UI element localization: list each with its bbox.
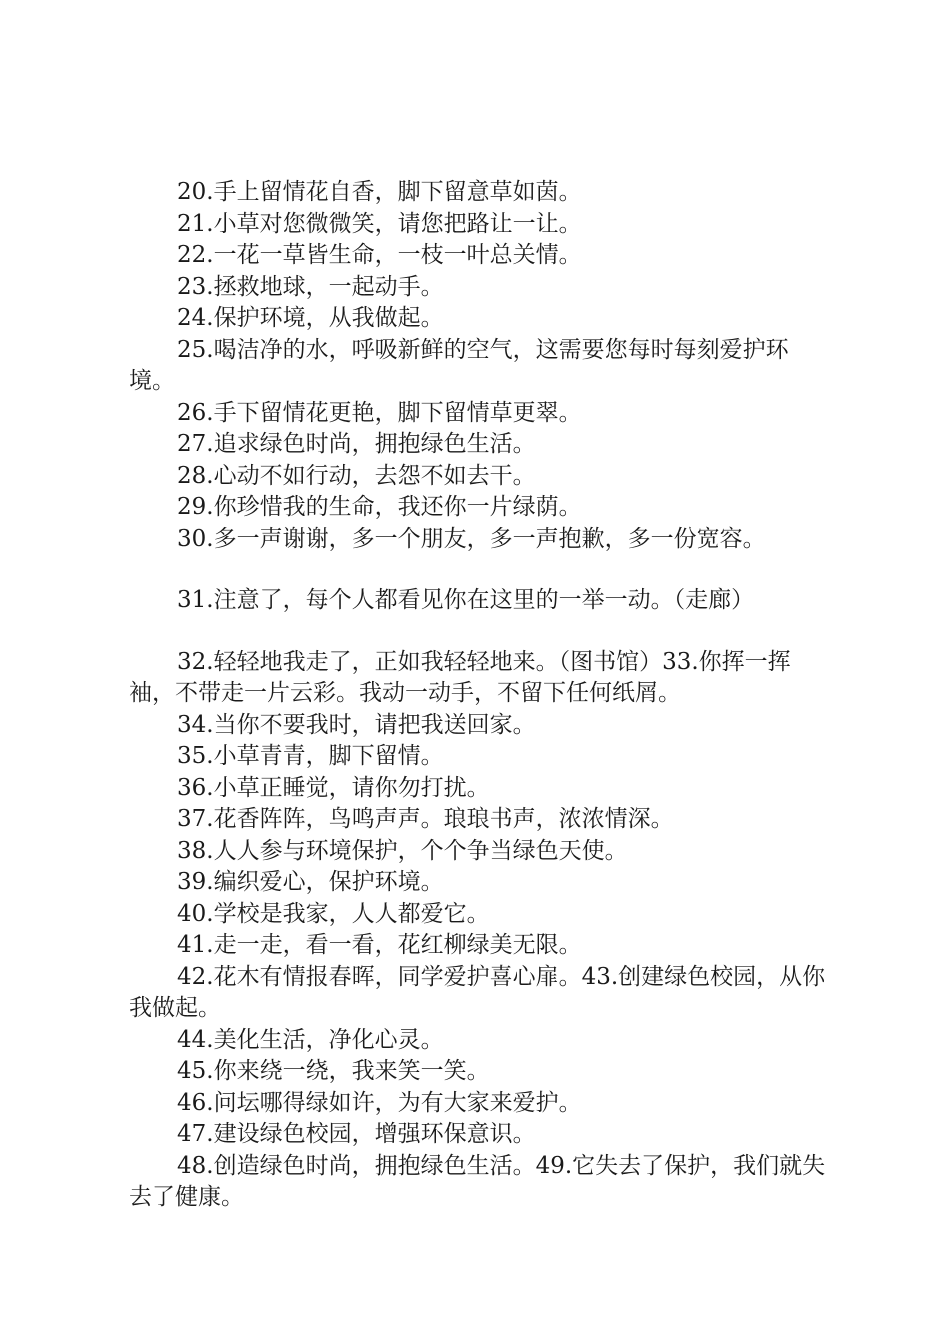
slogan-line: 21.小草对您微微笑，请您把路让一让。 [177, 210, 582, 237]
slogan-line: 23.拯救地球，一起动手。 [177, 273, 444, 300]
slogan-line: 45.你来绕一绕，我来笑一笑。 [177, 1058, 490, 1084]
slogan-line: 47.建设绿色校园，增强环保意识。 [177, 1121, 536, 1147]
slogan-line: 41.走一走，看一看，花红柳绿美无限。 [177, 932, 582, 958]
slogan-line: 46.问坛哪得绿如许，为有大家来爱护。 [177, 1089, 582, 1116]
slogan-line: 27.追求绿色时尚，拥抱绿色生活。 [177, 431, 536, 457]
slogan-line: 39.编织爱心，保护环境。 [177, 869, 444, 895]
slogan-line: 48.创造绿色时尚，拥抱绿色生活。49.它失去了保护，我们就失去了健康。 [129, 1152, 826, 1210]
slogan-line: 22.一花一草皆生命，一枝一叶总关情。 [177, 242, 582, 268]
slogan-line: 29.你珍惜我的生命，我还你一片绿荫。 [177, 494, 582, 520]
slogan-line: 20.手上留情花自香，脚下留意草如茵。 [177, 179, 582, 205]
slogan-line: 31.注意了，每个人都看见你在这里的一举一动。（走廊） [177, 587, 755, 613]
slogan-line: 24.保护环境，从我做起。 [177, 305, 444, 331]
slogan-line: 25.喝洁净的水，呼吸新鲜的空气，这需要您每时每刻爱护环境。 [129, 336, 789, 394]
slogan-line: 37.花香阵阵，鸟鸣声声。琅琅书声，浓浓情深。 [177, 806, 674, 832]
slogan-line: 44.美化生活，净化心灵。 [177, 1026, 444, 1053]
slogan-list [129, 177, 834, 1214]
slogan-line: 42.花木有情报春晖，同学爱护喜心扉。43.创建绿色校园，从你我做起。 [129, 963, 826, 1021]
slogan-line: 32.轻轻地我走了，正如我轻轻地来。（图书馆）33.你挥一挥袖，不带走一片云彩。我动一动手，不留下任何纸屑。 [129, 648, 791, 706]
slogan-line: 34.当你不要我时，请把我送回家。 [177, 711, 536, 738]
slogan-line: 38.人人参与环境保护，个个争当绿色天使。 [177, 837, 628, 864]
slogan-line: 35.小草青青，脚下留情。 [177, 743, 444, 769]
slogan-line: 26.手下留情花更艳，脚下留情草更翠。 [177, 399, 582, 426]
slogan-line: 36.小草正睡觉，请你勿打扰。 [177, 774, 490, 801]
slogan-line: 40.学校是我家，人人都爱它。 [177, 900, 490, 927]
slogan-line: 30.多一声谢谢，多一个朋友，多一声抱歉，多一份宽容。 [177, 525, 766, 552]
slogan-line: 28.心动不如行动，去怨不如去干。 [177, 462, 536, 489]
